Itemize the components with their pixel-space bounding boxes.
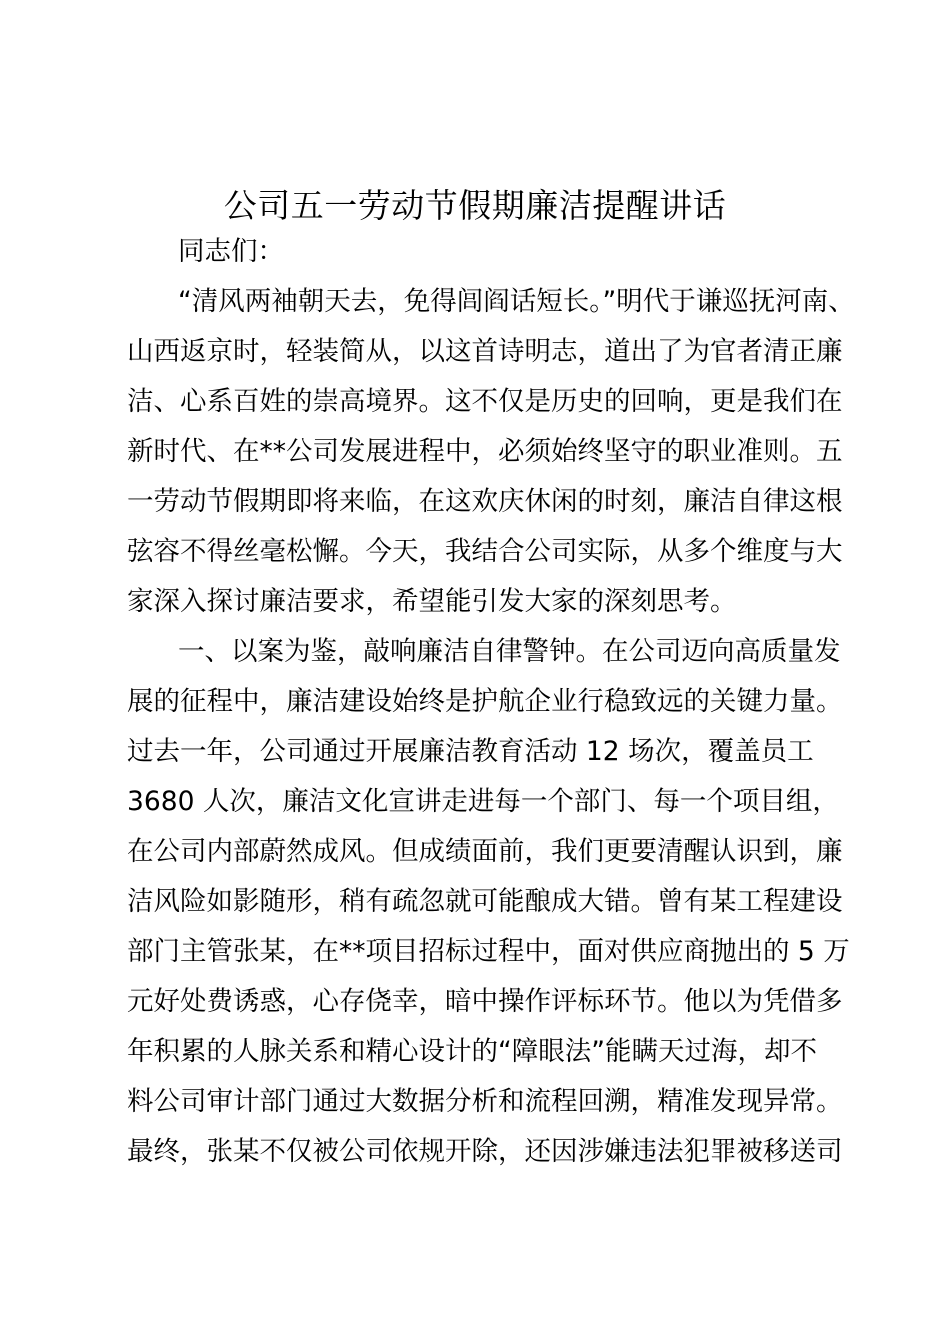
paragraph-line: 料公司审计部门通过大数据分析和流程回溯，精准发现异常。 — [127, 1086, 843, 1117]
paragraph-line: 山西返京时，轻装简从，以这首诗明志，道出了为官者清正廉 — [127, 336, 843, 367]
greeting: 同志们： — [178, 236, 284, 267]
paragraph-line: 展的征程中，廉洁建设始终是护航企业行稳致远的关键力量。 — [127, 686, 843, 717]
paragraph-line: 年积累的人脉关系和精心设计的“障眼法”能瞒天过海，却不 — [127, 1036, 817, 1067]
paragraph-line: 过去一年，公司通过开展廉洁教育活动 12 场次，覆盖员工 — [127, 736, 814, 767]
paragraph-line: 新时代、在**公司发展进程中，必须始终坚守的职业准则。五 — [127, 436, 843, 467]
paragraph-line: 部门主管张某，在**项目招标过程中，面对供应商抛出的 5 万 — [127, 936, 850, 967]
paragraph-line: 3680 人次，廉洁文化宣讲走进每一个部门、每一个项目组， — [127, 786, 839, 817]
paragraph-line: 弦容不得丝毫松懈。今天，我结合公司实际，从多个维度与大 — [127, 536, 843, 567]
paragraph-line: “清风两袖朝天去，免得闾阎话短长。”明代于谦巡抚河南、 — [178, 286, 855, 317]
document-title: 公司五一劳动节假期廉洁提醒讲话 — [223, 186, 727, 225]
paragraph-line: 一、以案为鉴，敲响廉洁自律警钟。在公司迈向高质量发 — [178, 636, 841, 667]
paragraph-line: 最终，张某不仅被公司依规开除，还因涉嫌违法犯罪被移送司 — [127, 1136, 843, 1167]
paragraph-line: 洁、心系百姓的崇高境界。这不仅是历史的回响，更是我们在 — [127, 386, 843, 417]
paragraph-line: 元好处费诱惑，心存侥幸，暗中操作评标环节。他以为凭借多 — [127, 986, 843, 1017]
paragraph-line: 在公司内部蔚然成风。但成绩面前，我们更要清醒认识到，廉 — [127, 836, 843, 867]
paragraph-line: 洁风险如影随形，稍有疏忽就可能酿成大错。曾有某工程建设 — [127, 886, 843, 917]
paragraph-line: 家深入探讨廉洁要求，希望能引发大家的深刻思考。 — [127, 586, 737, 617]
paragraph-line: 一劳动节假期即将来临，在这欢庆休闲的时刻，廉洁自律这根 — [127, 486, 843, 517]
